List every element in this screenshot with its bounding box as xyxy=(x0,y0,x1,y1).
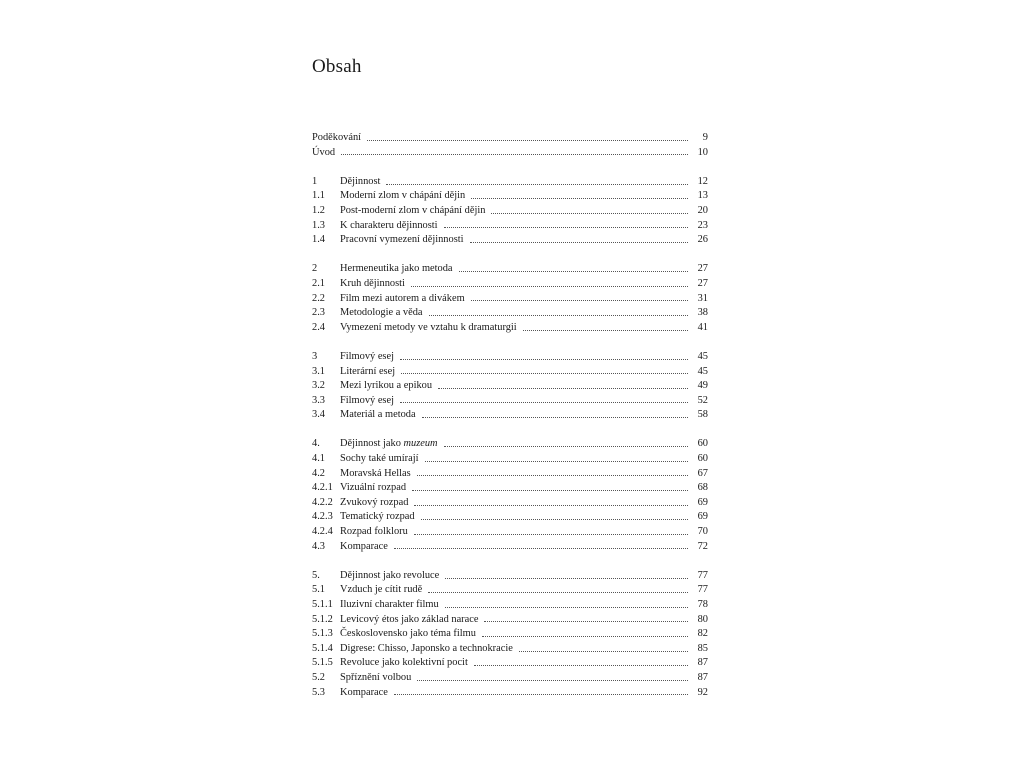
dot-leader xyxy=(417,679,688,681)
toc-entry-label: Rozpad folkloru xyxy=(340,526,408,538)
section-spacer xyxy=(312,335,708,350)
toc-entry[interactable] xyxy=(312,277,708,292)
toc-entry-label: Úvod xyxy=(312,146,336,158)
toc-entry[interactable] xyxy=(312,350,708,365)
toc-entry-label: Filmový esej xyxy=(340,350,394,362)
toc-entry[interactable] xyxy=(312,627,708,642)
dot-leader xyxy=(400,401,688,403)
toc-entry[interactable] xyxy=(312,292,708,307)
toc-entry[interactable] xyxy=(312,321,708,336)
toc-entry-label: Pracovní vymezení dějinnosti xyxy=(340,234,464,246)
toc-entry-number: 2.1 xyxy=(312,277,325,289)
toc-entry[interactable] xyxy=(312,569,708,584)
toc-entry-label: Spříznění volbou xyxy=(340,671,412,683)
toc-entry-page-number: 20 xyxy=(697,204,708,216)
toc-entry-label: K charakteru dějinnosti xyxy=(340,219,438,231)
dot-leader xyxy=(414,504,688,506)
toc-entry-page-number: 60 xyxy=(697,438,708,450)
toc-entry-page-number: 45 xyxy=(697,365,708,377)
toc-entry-number: 5.2 xyxy=(312,671,325,683)
dot-leader xyxy=(394,547,688,549)
toc-entry[interactable] xyxy=(312,379,708,394)
toc-entry-label: Moravská Hellas xyxy=(340,467,411,479)
toc-entry-label-emphasis: muzeum xyxy=(403,438,438,450)
toc-entry-page-number: 80 xyxy=(697,613,708,625)
toc-entry-number: 1.1 xyxy=(312,190,325,202)
toc-entry-number: 3 xyxy=(312,350,318,362)
toc-entry[interactable] xyxy=(312,671,708,686)
toc-entry[interactable] xyxy=(312,613,708,628)
toc-entry-number: 5.1.5 xyxy=(312,657,333,669)
dot-leader xyxy=(428,591,688,593)
toc-entry[interactable] xyxy=(312,598,708,613)
dot-leader xyxy=(445,577,688,579)
dot-leader xyxy=(459,270,688,272)
toc-entry-number: 3.1 xyxy=(312,365,325,377)
toc-entry-number: 1.2 xyxy=(312,204,325,216)
toc-entry-label: Tematický rozpad xyxy=(340,511,415,523)
toc-entry-number: 5.1.4 xyxy=(312,642,333,654)
dot-leader xyxy=(341,153,688,155)
toc-entry-label: Sochy také umírají xyxy=(340,453,419,465)
dot-leader xyxy=(429,314,688,316)
dot-leader xyxy=(386,183,688,185)
toc-entry-page-number: 10 xyxy=(697,146,708,158)
toc-entry-number: 2.3 xyxy=(312,307,325,319)
toc-entry-page-number: 45 xyxy=(697,350,708,362)
section-spacer xyxy=(312,160,708,175)
dot-leader xyxy=(482,635,688,637)
toc-entry[interactable] xyxy=(312,131,708,146)
toc-entry-page-number: 82 xyxy=(697,628,708,640)
toc-entry-page-number: 13 xyxy=(697,190,708,202)
page-title: Obsah xyxy=(312,56,362,77)
toc-entry[interactable] xyxy=(312,496,708,511)
dot-leader xyxy=(471,299,688,301)
toc-entry-number: 5.3 xyxy=(312,686,325,698)
toc-entry-number: 5.1 xyxy=(312,584,325,596)
toc-entry-label: Moderní zlom v chápání dějin xyxy=(340,190,466,202)
toc-entry-label: Mezi lyrikou a epikou xyxy=(340,380,433,392)
toc-entry-page-number: 12 xyxy=(697,175,708,187)
dot-leader xyxy=(401,372,688,374)
toc-entry-number: 1.3 xyxy=(312,219,325,231)
toc-entry-page-number: 85 xyxy=(697,642,708,654)
toc-entry-number: 4.2.4 xyxy=(312,526,333,538)
toc-entry-number: 4.2 xyxy=(312,467,325,479)
toc-entry-label: Komparace xyxy=(340,540,388,552)
toc-entry-page-number: 49 xyxy=(697,380,708,392)
toc-entry[interactable] xyxy=(312,189,708,204)
toc-entry-number: 4. xyxy=(312,438,320,450)
toc-entry-label: Kruh dějinnosti xyxy=(340,277,405,289)
dot-leader xyxy=(444,445,688,447)
toc-entry[interactable] xyxy=(312,204,708,219)
toc-entry-number: 3.2 xyxy=(312,380,325,392)
toc-entry-page-number: 23 xyxy=(697,219,708,231)
dot-leader xyxy=(491,212,688,214)
dot-leader xyxy=(414,533,688,535)
toc-entry-page-number: 9 xyxy=(702,132,708,143)
toc-entry-label: Revoluce jako kolektivní pocit xyxy=(340,657,468,669)
toc-entry-label: Metodologie a věda xyxy=(340,307,423,319)
toc-section xyxy=(312,175,708,248)
toc-entry-label: Vzduch je cítit rudě xyxy=(340,584,423,596)
dot-leader xyxy=(484,620,688,622)
toc-entry-label: Iluzivní charakter filmu xyxy=(340,599,439,610)
dot-leader xyxy=(421,518,688,520)
toc-entry-page-number: 67 xyxy=(697,467,708,479)
toc-section xyxy=(312,437,708,554)
toc-entry-label: Vizuální rozpad xyxy=(340,482,407,494)
dot-leader xyxy=(417,474,688,476)
toc-entry[interactable] xyxy=(312,175,708,190)
toc-entry[interactable] xyxy=(312,642,708,657)
toc-entry-page-number: 69 xyxy=(697,511,708,523)
toc-entry[interactable] xyxy=(312,686,708,701)
toc-entry-label: Dějinnost jako revoluce xyxy=(340,569,440,581)
dot-leader xyxy=(445,606,688,608)
toc-entry[interactable] xyxy=(312,394,708,409)
dot-leader xyxy=(471,197,688,199)
toc-section xyxy=(312,262,708,335)
toc-entry[interactable] xyxy=(312,583,708,598)
toc-entry-page-number: 87 xyxy=(697,657,708,669)
dot-leader xyxy=(519,650,688,652)
toc-entry-number: 2.2 xyxy=(312,292,325,304)
toc-entry-number: 3.3 xyxy=(312,394,325,406)
dot-leader xyxy=(412,489,688,491)
toc-entry[interactable] xyxy=(312,306,708,321)
toc-entry-page-number: 60 xyxy=(697,453,708,465)
dot-leader xyxy=(394,693,688,695)
toc-entry-page-number: 77 xyxy=(697,569,708,581)
toc-entry[interactable] xyxy=(312,146,708,161)
toc-entry-number: 5.1.2 xyxy=(312,613,333,625)
toc-entry-number: 4.2.2 xyxy=(312,496,333,508)
toc-entry-label: Zvukový rozpad xyxy=(340,496,409,508)
toc-entry[interactable] xyxy=(312,365,708,380)
toc-entry[interactable] xyxy=(312,656,708,671)
toc-entry-page-number: 27 xyxy=(697,263,708,275)
toc-entry-label: Poděkování xyxy=(312,132,362,143)
toc-entry-page-number: 69 xyxy=(697,496,708,508)
toc-entry[interactable] xyxy=(312,540,708,555)
toc-entry-number: 5.1.3 xyxy=(312,628,333,640)
toc-entry-number: 1 xyxy=(312,175,318,187)
toc-entry-page-number: 26 xyxy=(697,234,708,246)
toc-entry-number: 4.2.1 xyxy=(312,482,333,494)
toc-entry-label: Filmový esej xyxy=(340,394,394,406)
toc-entry-page-number: 78 xyxy=(697,599,708,610)
toc-entry[interactable] xyxy=(312,481,708,496)
toc-entry[interactable] xyxy=(312,467,708,482)
toc-entry[interactable] xyxy=(312,219,708,234)
toc-entry-page-number: 31 xyxy=(697,292,708,304)
toc-entry-page-number: 52 xyxy=(697,394,708,406)
toc-entry-number: 4.3 xyxy=(312,540,325,552)
toc-entry-page-number: 41 xyxy=(697,321,708,333)
toc-entry[interactable] xyxy=(312,437,708,452)
toc-entry-page-number: 77 xyxy=(697,584,708,596)
toc-entry[interactable] xyxy=(312,525,708,540)
toc-section xyxy=(312,350,708,423)
toc-entry-number: 4.2.3 xyxy=(312,511,333,523)
section-spacer xyxy=(312,423,708,438)
toc-section xyxy=(312,569,708,700)
toc-entry-label: Československo jako téma filmu xyxy=(340,628,476,640)
dot-leader xyxy=(411,285,688,287)
section-spacer xyxy=(312,554,708,569)
toc-entry-page-number: 38 xyxy=(697,307,708,319)
toc-entry-label: Levicový étos jako základ narace xyxy=(340,613,479,625)
section-spacer xyxy=(312,248,708,263)
toc-entry-label: Dějinnost xyxy=(340,175,381,187)
toc-entry-label: Literární esej xyxy=(340,365,396,377)
toc-section xyxy=(312,131,708,160)
toc-entry-label: Vymezení metody ve vztahu k dramaturgii xyxy=(340,321,517,333)
toc-entry[interactable] xyxy=(312,452,708,467)
toc-entry-number: 2 xyxy=(312,263,318,275)
dot-leader xyxy=(422,416,688,418)
toc-entry-label: Materiál a metoda xyxy=(340,409,416,421)
toc-entry-page-number: 72 xyxy=(697,540,708,552)
toc-entry-page-number: 58 xyxy=(697,409,708,421)
toc-entry-page-number: 68 xyxy=(697,482,708,494)
toc-entry[interactable] xyxy=(312,233,708,248)
dot-leader xyxy=(367,139,688,141)
dot-leader xyxy=(400,358,688,360)
dot-leader xyxy=(444,226,688,228)
table-of-contents xyxy=(312,131,708,700)
toc-entry-page-number: 87 xyxy=(697,671,708,683)
toc-entry[interactable] xyxy=(312,510,708,525)
dot-leader xyxy=(470,241,688,243)
toc-entry-number: 5.1.1 xyxy=(312,599,333,610)
toc-entry-label: Digrese: Chisso, Japonsko a technokracie xyxy=(340,642,513,654)
dot-leader xyxy=(438,387,688,389)
toc-entry-page-number: 70 xyxy=(697,526,708,538)
dot-leader xyxy=(474,664,688,666)
toc-entry[interactable] xyxy=(312,262,708,277)
dot-leader xyxy=(523,329,688,331)
toc-entry-number: 2.4 xyxy=(312,321,325,333)
toc-entry-number: 3.4 xyxy=(312,409,325,421)
toc-entry-label: Dějinnost jako muzeum xyxy=(340,438,438,450)
toc-entry-number: 5. xyxy=(312,569,320,581)
toc-entry-label: Post-moderní zlom v chápání dějin xyxy=(340,204,486,216)
dot-leader xyxy=(425,460,689,462)
toc-entry-label: Hermeneutika jako metoda xyxy=(340,263,453,275)
toc-entry-number: 1.4 xyxy=(312,234,325,246)
toc-entry-page-number: 92 xyxy=(697,686,708,698)
toc-entry-label: Film mezi autorem a divákem xyxy=(340,292,465,304)
toc-entry[interactable] xyxy=(312,408,708,423)
toc-entry-number: 4.1 xyxy=(312,453,325,465)
toc-entry-label: Komparace xyxy=(340,686,388,698)
toc-entry-page-number: 27 xyxy=(697,277,708,289)
